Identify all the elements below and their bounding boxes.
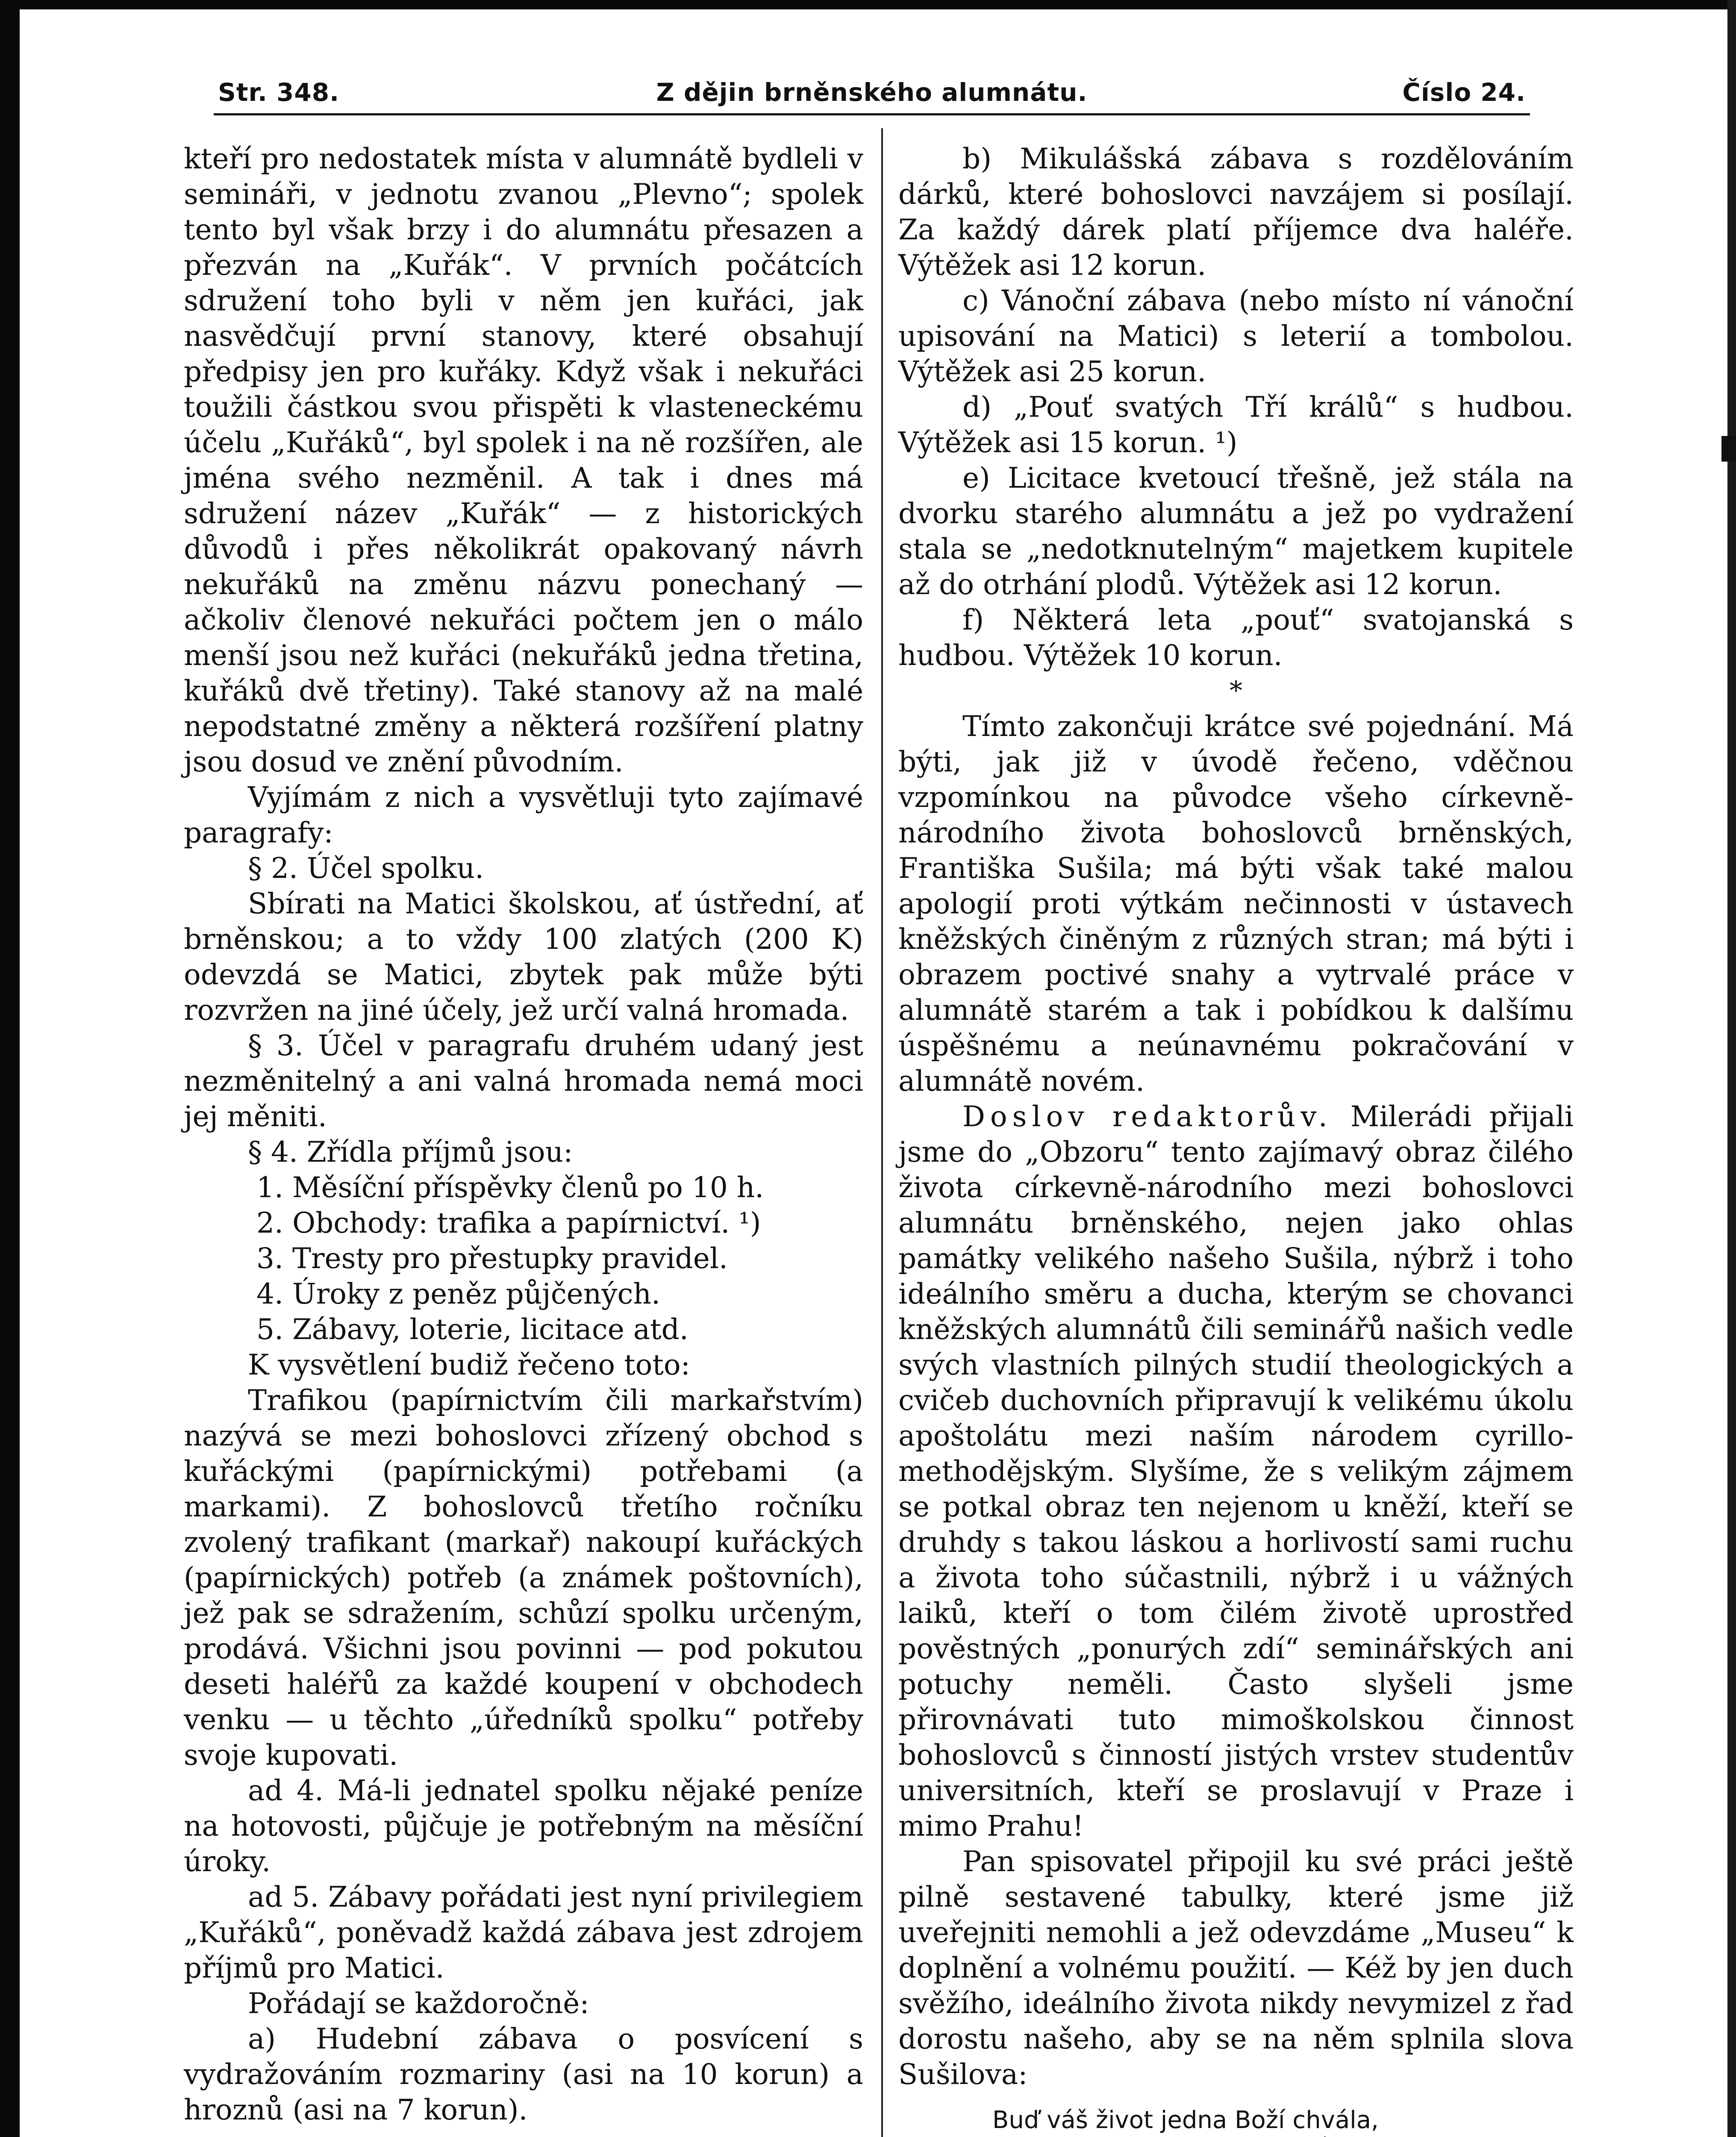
scan-border-left [0, 0, 20, 2137]
scan-border-top [0, 0, 1736, 9]
paragraph: Pořádají se každoročně: [248, 1987, 589, 2020]
list-item: 1. Měsíční příspěvky členů po 10 h. [256, 1171, 764, 1204]
issue-number: Číslo 24. [1402, 78, 1526, 107]
paragraph: b) Mikulášská zábava s rozdělováním dárků, které bohoslovci navzájem si posílají. Za každý dárek platí příjemce dva haléře. Výtěžek asi 12 korun. [898, 142, 1574, 282]
paragraph: Tímto zakončuji krátce své pojednání. Má býti, jak již v úvodě řečeno, vděčnou vzpomínkou na původce všeho církevně-národního života bohoslovců brněnských, Františka Sušila; má býti však také malou apologií proti výtkám nečinnosti v ústavech kněžských činěným z různých stran; má býti i obrazem poctivé snahy a vytrvalé práce v alumnátě starém a tak i pobídkou k dalšímu úspěšnému a neúnavnému pokračování v alumnátě novém. [898, 710, 1574, 1098]
list-item: 3. Tresty pro přestupky pravidel. [256, 1242, 728, 1275]
column-divider [881, 128, 883, 2137]
paragraph: ad 5. Zábavy pořádati jest nyní privilegiem „Kuřáků“, poněvadž každá zábava jest zdrojem příjmů pro Matici. [184, 1881, 863, 1984]
list-item: 4. Úroky z peněz půjčených. [256, 1277, 660, 1310]
paragraph: f) Některá leta „pouť“ svatojanská s hudbou. Výtěžek 10 korun. [898, 603, 1574, 672]
list-item: 5. Zábavy, loterie, licitace atd. [256, 1313, 689, 1346]
left-column [184, 141, 863, 2137]
running-head [214, 78, 1530, 112]
paragraph: Sbírati na Matici školskou, ať ústřední, ať brněnskou; a to vždy 100 zlatých (200 K) odevzdá se Matici, zbytek pak může býti rozvržen na jiné účely, jež určí valná hromada. [184, 887, 863, 1027]
end-ornament-icon [1218, 2132, 1432, 2137]
section-break-asterisk: * [1230, 676, 1242, 706]
paragraph: § 3. Účel v paragrafu druhém udaný jest nezměnitelný a ani valná hromada nemá moci jej měniti. [184, 1029, 863, 1133]
paragraph: Trafikou (papírnictvím čili markařstvím) nazývá se mezi bohoslovci zřízený obchod s kuřáckými (papírnickými) potřebami (a markami). Z bohoslovců třetího ročníku zvolený trafikant (markař) nakoupí kuřáckých (papírnických) potřeb (a známek poštovních), jež pak se sdražením, schůzí spolku určeným, prodává. Všichni jsou povinni — pod pokutou deseti haléřů za každé koupení v obchodech venku — u těchto „úředníků spolku“ potřeby svoje kupovati. [184, 1384, 863, 1772]
list-item: 2. Obchody: trafika a papírnictví. ¹) [256, 1207, 761, 1239]
poem-line: Buď váš život jedna Boží chvála, [992, 2106, 1379, 2134]
paragraph: c) Vánoční zábava (nebo místo ní vánoční upisování na Matici) s leterií a tombolou. Výtěžek asi 25 korun. [898, 284, 1574, 388]
paragraph: K vysvětlení budiž řečeno toto: [248, 1348, 690, 1381]
paragraph [898, 1099, 1574, 1844]
paragraph: Vyjímám z nich a vysvětluji tyto zajímavé paragrafy: [184, 781, 863, 849]
section-heading: § 4. Zřídla příjmů jsou: [248, 1136, 573, 1169]
running-title: Z dějin brněnského alumnátu. [656, 78, 1088, 107]
doslov-label: Doslov redaktorův. [962, 1100, 1333, 1133]
paragraph: e) Licitace kvetoucí třešně, jež stála na dvorku starého alumnátu a jež po vydražení stala se „nedotknutelným“ majetkem kupitele až do otrhání plodů. Výtěžek asi 12 korun. [898, 462, 1574, 601]
doslov-text: Milerádi přijali jsme do „Obzoru“ tento zajímavý obraz čilého života církevně-národního mezi bohoslovci alumnátu brněnského, nejen jako ohlas památky velikého našeho Sušila, nýbrž i toho ideálního směru a ducha, kterým se chovanci kněžských alumnátů čili seminářů našich vedle svých vlastních pilných studií theologických a cvičeb duchovních připravují k velikému úkolu apoštolátu mezi naším národem cyrillo-methodějským. Slyšíme, že s velikým zájmem se potkal obraz ten nejenom u kněží, kteří se druhdy s takou láskou a horlivostí sami ruchu a života toho súčastnili, nýbrž i u vážných laiků, kteří o tom čilém životě uprostřed pověstných „ponurých zdí“ seminářských ani potuchy neměli. Často slyšeli jsme přirovnávati tuto mimoškolskou činnost bohoslovců s činností jistých vrstev studentův universitních, kteří se proslavují v Praze i mimo Prahu! [898, 1100, 1574, 1843]
paragraph: kteří pro nedostatek místa v alumnátě bydleli v semináři, v jednotu zvanou „Plevno“; spolek tento byl však brzy i do alumnátu přesazen a přezván na „Kuřák“. V prvních počátcích sdružení toho byli v něm jen kuřáci, jak nasvědčují první stanovy, které obsahují předpisy jen pro kuřáky. Když však i nekuřáci toužili částkou svou přispěti k vlasteneckému účelu „Kuřáků“, byl spolek i na ně rozšířen, ale jména svého nezměnil. A tak i dnes má sdružení název „Kuřák“ — z historických důvodů i přes několikrát opakovaný návrh nekuřáků na změnu názvu ponechaný — ačkoliv členové nekuřáci počtem jen o málo menší jsou než kuřáci (nekuřáků jedna třetina, kuřáků dvě třetiny). Také stanovy až na malé nepodstatné změny a některá rozšíření platny jsou dosud ve znění původním. [184, 142, 863, 778]
page-number: Str. 348. [218, 78, 340, 107]
scan-edge-mark [1721, 436, 1736, 462]
paragraph: Pan spisovatel připojil ku své práci ještě pilně sestavené tabulky, které jsme již uveřejniti nemohli a jež odevzdáme „Museu“ k doplnění a volnému použití. — Kéž by jen duch svěžího, ideálního života nikdy nevymizel z řad dorostu našeho, aby se na něm splnila slova Sušilova: [898, 1845, 1574, 2091]
paragraph: a) Hudební zábava o posvícení s vydražováním rozmariny (asi na 10 korun) a hroznů (asi na 7 korun). [184, 2022, 863, 2126]
section-heading: § 2. Účel spolku. [248, 852, 484, 885]
scan-border-right [1727, 0, 1736, 2137]
header-rule [214, 113, 1530, 115]
right-column [898, 141, 1574, 2137]
paragraph: d) „Pouť svatých Tří králů“ s hudbou. Výtěžek asi 15 korun. ¹) [898, 391, 1574, 459]
paragraph: ad 4. Má-li jednatel spolku nějaké peníze na hotovosti, půjčuje je potřebným na měsíční úroky. [184, 1774, 863, 1878]
income-list [184, 1170, 863, 1347]
